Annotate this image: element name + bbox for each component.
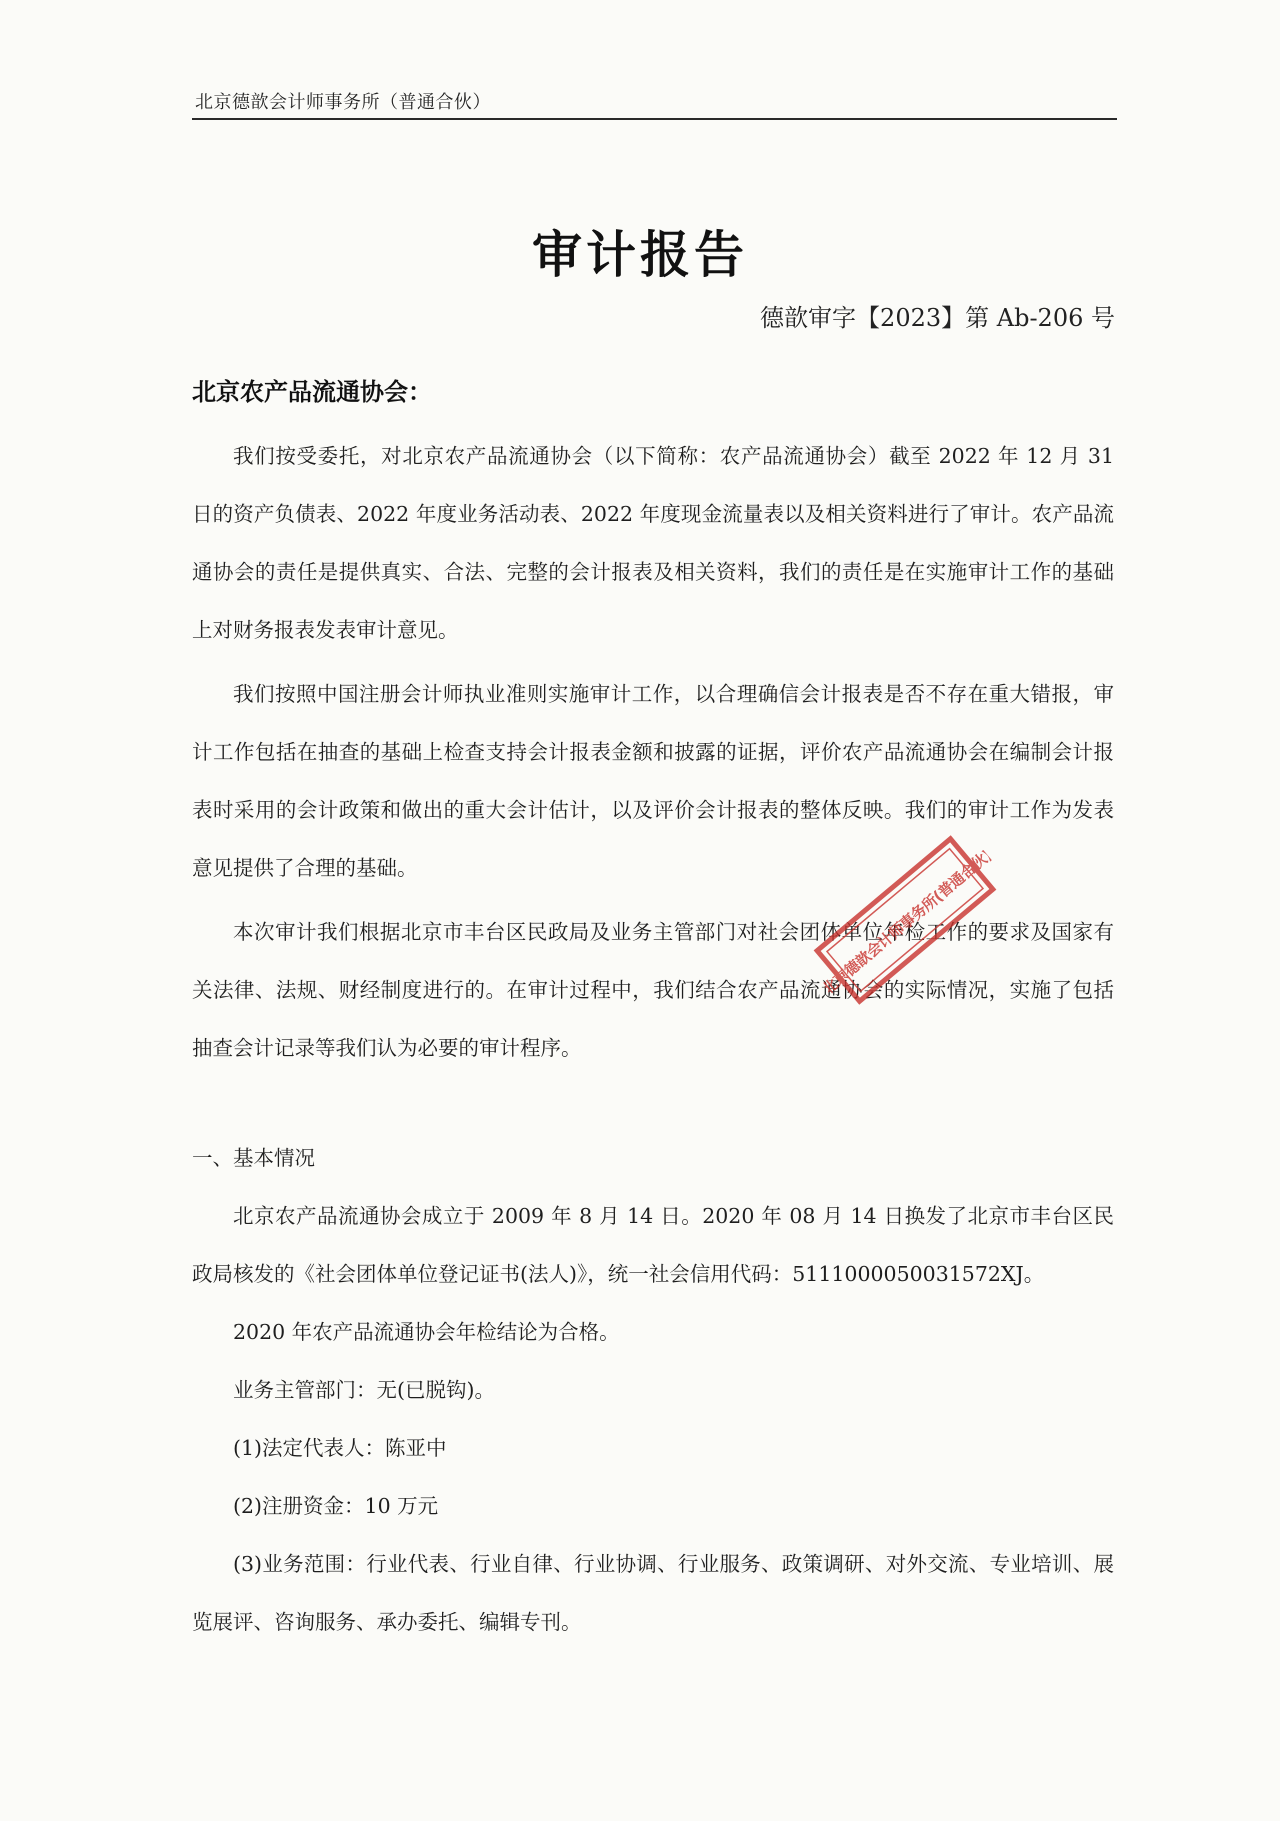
report-number: 德歆审字【2023】第 Ab-206 号 — [760, 304, 1115, 332]
paragraph-standards: 我们按照中国注册会计师执业准则实施审计工作，以合理确信会计报表是否不存在重大错报，审计工作包括在抽查的基础上检查支持会计报表金额和披露的证据，评价农产品流通协会在编制会计报表时采用的会计政策和做出的重大会计估计，以及评价会计报表的整体反映。我们的审计工作为发表意见提供了合理的基础。 — [192, 682, 1114, 880]
header-rule — [192, 118, 1117, 120]
annual-inspection-text: 2020 年农产品流通协会年检结论为合格。 — [233, 1320, 620, 1344]
paragraph-engagement: 我们按受委托，对北京农产品流通协会（以下简称：农产品流通协会）截至 2022 年 12 月 31 日的资产负债表、2022 年度业务活动表、2022 年度现金流量表以及相关资料进行了审计。农产品流通协会的责任是提供真实、合法、完整的会计报表及相关资料，我们的责任是在实施审计工作的基础上对财务报表发表审计意见。 — [192, 444, 1114, 642]
supervising-department-text: 业务主管部门：无(已脱钩)。 — [233, 1378, 495, 1402]
registered-capital-text: (2)注册资金：10 万元 — [233, 1494, 439, 1518]
firm-header: 北京德歆会计师事务所（普通合伙） — [195, 92, 491, 113]
section-heading-basic-info: 一、基本情况 — [192, 1146, 315, 1170]
report-body — [192, 427, 1114, 1651]
paragraph-basis: 本次审计我们根据北京市丰台区民政局及业务主管部门对社会团体单位年检工作的要求及国家有关法律、法规、财经制度进行的。在审计过程中，我们结合农产品流通协会的实际情况，实施了包括抽查会计记录等我们认为必要的审计程序。 — [192, 920, 1114, 1060]
establishment-text: 北京农产品流通协会成立于 2009 年 8 月 14 日。2020 年 08 月 14 日换发了北京市丰台区民政局核发的《社会团体单位登记证书(法人)》，统一社会信用代码：5111000050031572XJ。 — [192, 1204, 1114, 1286]
addressee: 北京农产品流通协会： — [192, 378, 432, 406]
svg-text:北京德歆会计师事务所(普通合伙): 北京德歆会计师事务所(普通合伙) — [818, 846, 996, 999]
business-scope-text: (3)业务范围：行业代表、行业自律、行业协调、行业服务、政策调研、对外交流、专业培训、展览展评、咨询服务、承办委托、编辑专刊。 — [192, 1552, 1114, 1634]
report-title: 审计报告 — [532, 226, 748, 284]
legal-representative-text: (1)法定代表人：陈亚中 — [233, 1436, 447, 1460]
